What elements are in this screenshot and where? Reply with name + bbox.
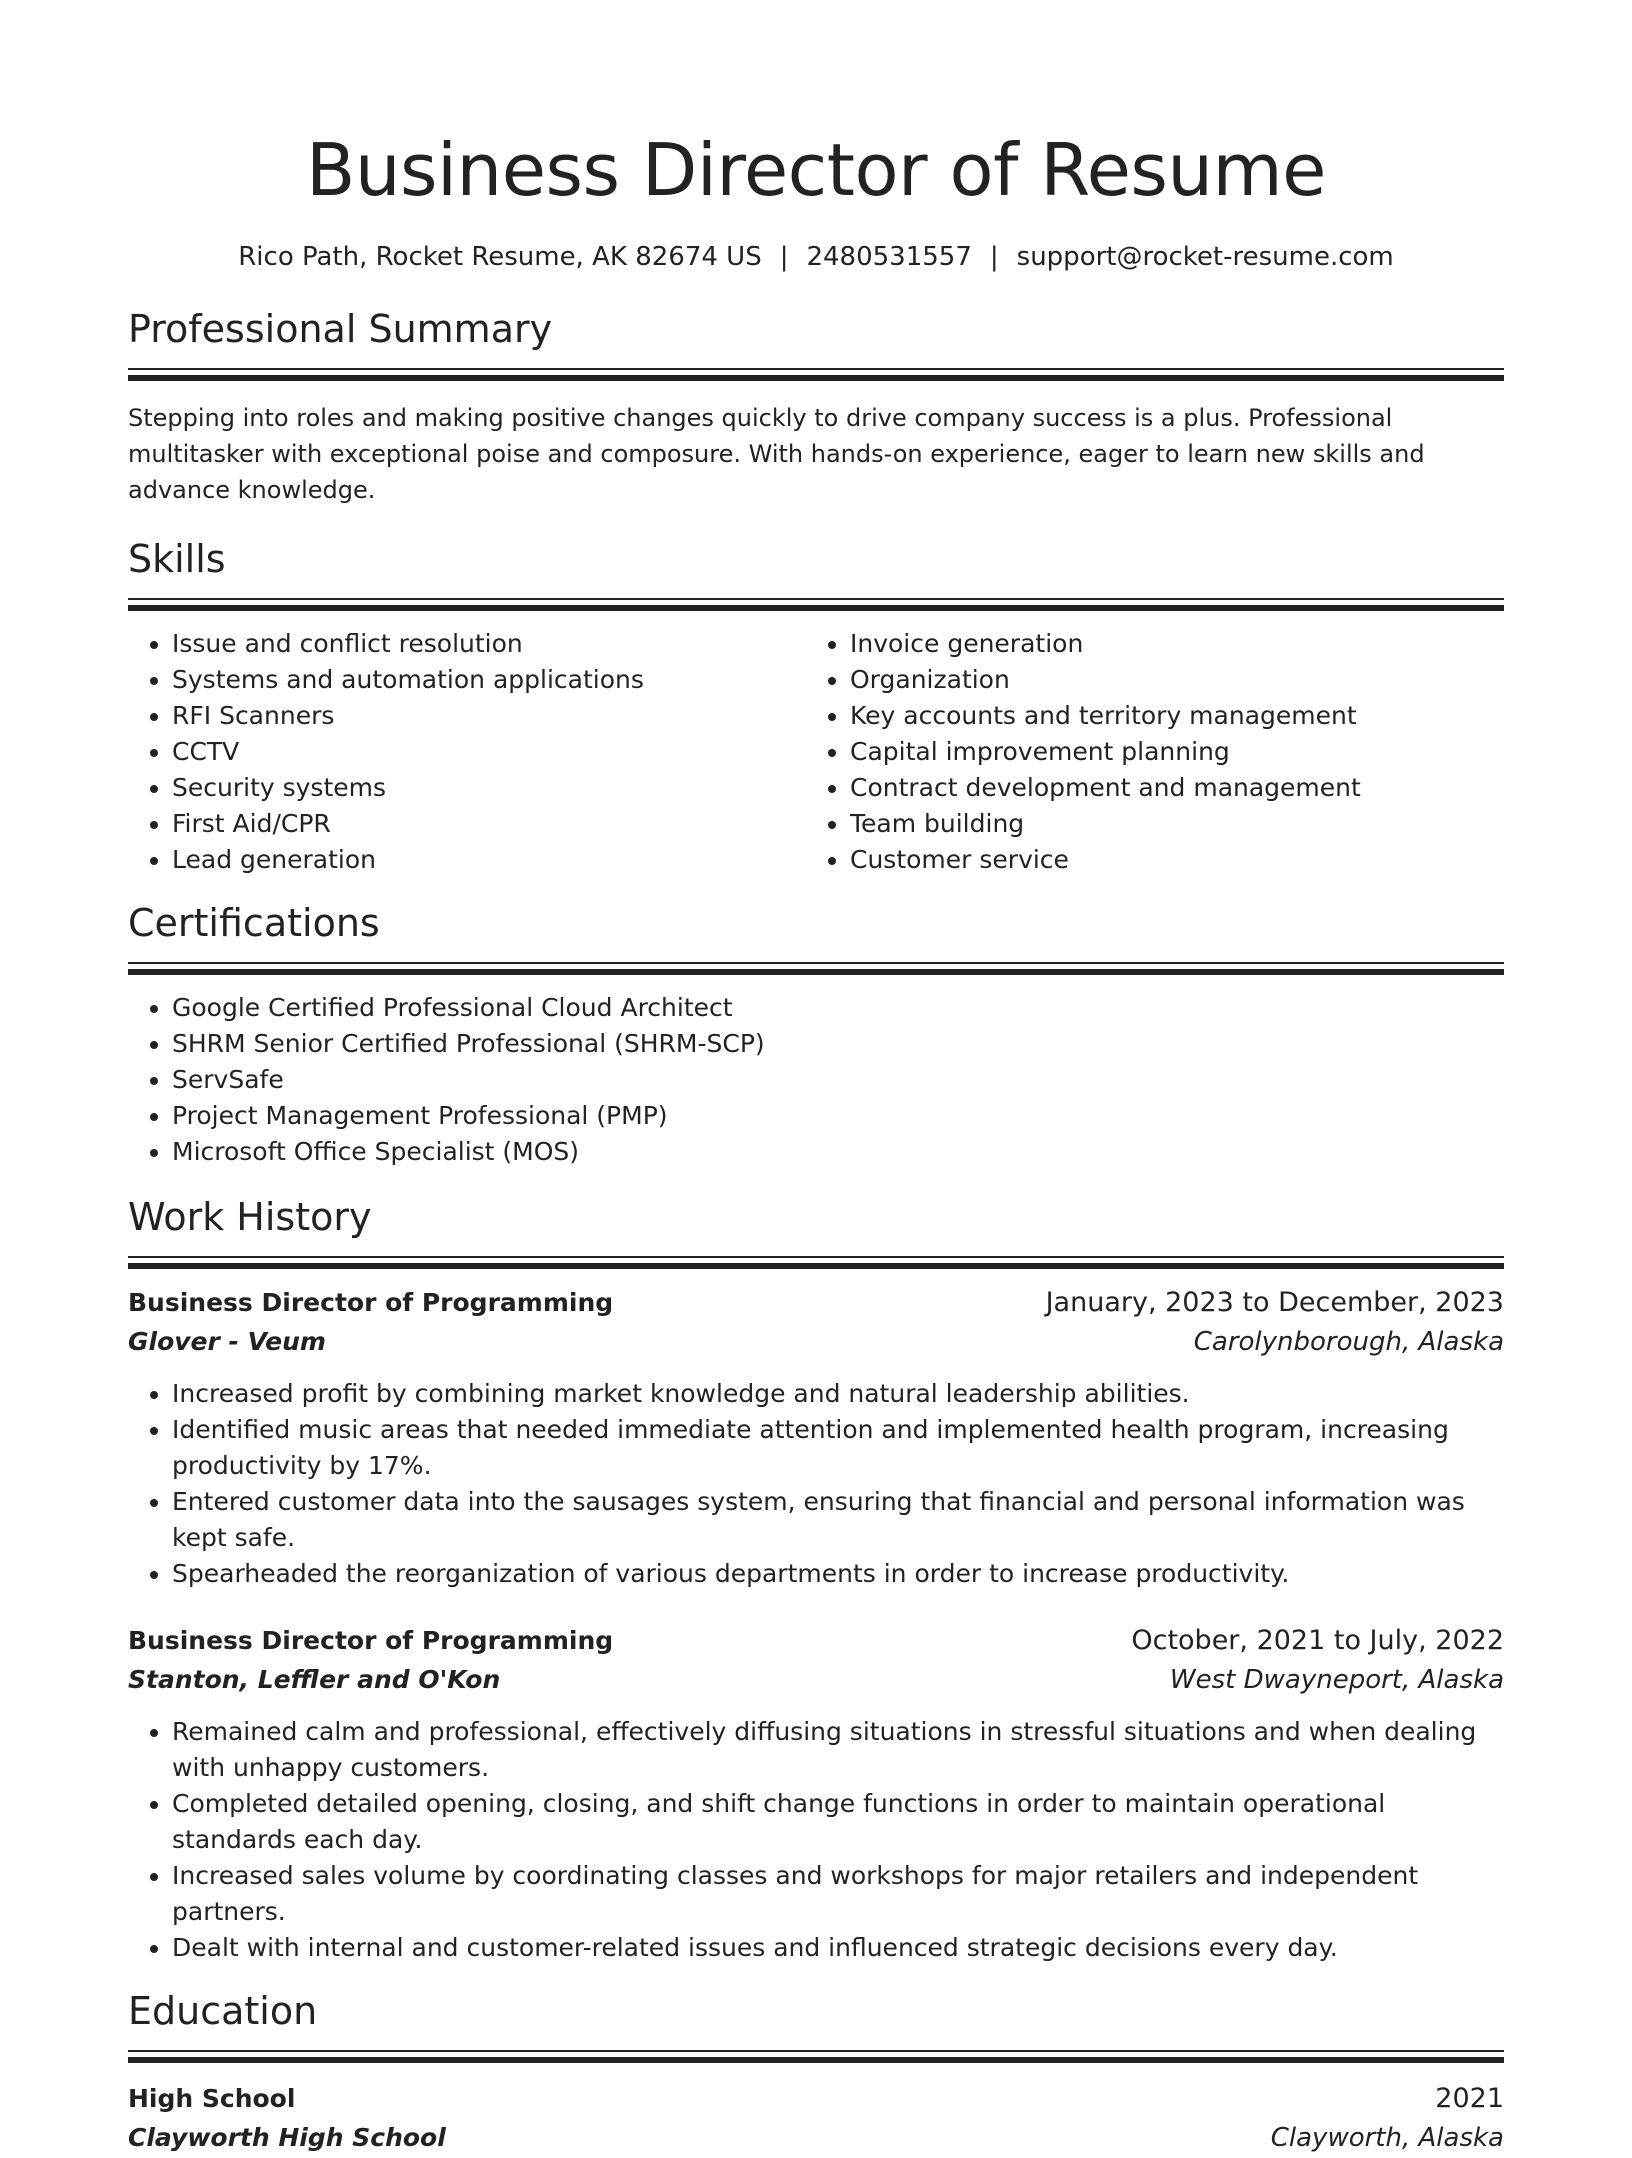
education-school-row <box>128 2118 1504 2158</box>
section-divider <box>128 1256 1504 1268</box>
list-item: • RFI Scanners <box>172 698 806 734</box>
contact-separator: | <box>779 242 789 272</box>
resume-title: Business Director of Resume <box>306 128 1326 212</box>
contact-separator: | <box>989 242 999 272</box>
skills-section <box>128 534 1504 878</box>
education-location: Clayworth, Alaska <box>1270 2123 1504 2153</box>
list-item: • ServSafe <box>172 1062 1504 1098</box>
section-heading-skills: Skills <box>128 537 226 581</box>
job-location: West Dwayneport, Alaska <box>1169 1665 1504 1695</box>
list-item: • Project Management Professional (PMP) <box>172 1098 1504 1134</box>
list-item: • CCTV <box>172 734 806 770</box>
job-entry <box>128 1622 1504 1966</box>
section-heading-education: Education <box>128 1989 318 2033</box>
summary-text: Stepping into roles and making positive changes quickly to drive company success is a plus. Professional multitasker with exceptional poise and composure. With hands-on experience, eager to learn new skills and advance knowledge. <box>128 404 1425 504</box>
list-item: • SHRM Senior Certified Professional (SHRM-SCP) <box>172 1026 1504 1062</box>
education-year: 2021 <box>1435 2083 1504 2114</box>
contact-address: Rico Path, Rocket Resume, AK 82674 US <box>238 242 762 272</box>
section-divider <box>128 2050 1504 2062</box>
contact-line <box>128 240 1504 274</box>
job-bullets <box>128 1714 1504 1966</box>
list-item: • Increased sales volume by coordinating classes and workshops for major retailers and independent partners. <box>172 1858 1504 1930</box>
education-entry <box>128 2080 1504 2158</box>
list-item: • Contract development and management <box>850 770 1484 806</box>
job-bullets <box>128 1376 1504 1592</box>
certifications-list <box>128 990 1504 1170</box>
job-company: Stanton, Leffler and O'Kon <box>128 1665 501 1694</box>
list-item: • Customer service <box>850 842 1484 878</box>
job-company-row <box>128 1322 1504 1362</box>
section-heading-summary: Professional Summary <box>128 307 553 351</box>
list-item: • First Aid/CPR <box>172 806 806 842</box>
job-header-row <box>128 1622 1504 1660</box>
skills-list-right <box>806 626 1484 878</box>
section-heading-work-history: Work History <box>128 1195 372 1239</box>
summary-section <box>128 304 1504 508</box>
list-item: • Spearheaded the reorganization of various departments in order to increase productivity. <box>172 1556 1504 1592</box>
contact-phone: 2480531557 <box>806 242 972 272</box>
list-item: • Issue and conflict resolution <box>172 626 806 662</box>
education-section <box>128 1986 1504 2158</box>
list-item: • Microsoft Office Specialist (MOS) <box>172 1134 1504 1170</box>
job-company: Glover - Veum <box>128 1327 326 1356</box>
list-item: • Identified music areas that needed immediate attention and implemented health program, increasing productivity by 17%. <box>172 1412 1504 1484</box>
list-item: • Remained calm and professional, effectively diffusing situations in stressful situations and when dealing with unhappy customers. <box>172 1714 1504 1786</box>
section-divider <box>128 598 1504 610</box>
education-header-row <box>128 2080 1504 2118</box>
education-school: Clayworth High School <box>128 2123 446 2152</box>
section-divider <box>128 368 1504 380</box>
list-item: • Google Certified Professional Cloud Architect <box>172 990 1504 1026</box>
certifications-section <box>128 898 1504 1170</box>
section-divider <box>128 962 1504 974</box>
list-item: • Dealt with internal and customer-related issues and influenced strategic decisions every day. <box>172 1930 1504 1966</box>
job-entry <box>128 1284 1504 1592</box>
list-item: • Security systems <box>172 770 806 806</box>
list-item: • Systems and automation applications <box>172 662 806 698</box>
skills-column-left <box>128 626 806 878</box>
education-degree: High School <box>128 2084 296 2113</box>
work-history-section <box>128 1192 1504 1966</box>
job-title: Business Director of Programming <box>128 1288 614 1317</box>
skills-grid <box>128 626 1504 878</box>
resume-page <box>128 0 1504 2158</box>
skills-list-left <box>128 626 806 878</box>
job-title: Business Director of Programming <box>128 1626 614 1655</box>
section-heading-certifications: Certifications <box>128 901 380 945</box>
list-item: • Invoice generation <box>850 626 1484 662</box>
list-item: • Capital improvement planning <box>850 734 1484 770</box>
job-location: Carolynborough, Alaska <box>1193 1327 1504 1357</box>
list-item: • Team building <box>850 806 1484 842</box>
list-item: • Entered customer data into the sausages system, ensuring that financial and personal information was kept safe. <box>172 1484 1504 1556</box>
list-item: • Completed detailed opening, closing, and shift change functions in order to maintain operational standards each day. <box>172 1786 1504 1858</box>
job-company-row <box>128 1660 1504 1700</box>
skills-column-right <box>806 626 1484 878</box>
list-item: • Lead generation <box>172 842 806 878</box>
job-dates: October, 2021 to July, 2022 <box>1131 1625 1504 1656</box>
job-header-row <box>128 1284 1504 1322</box>
list-item: • Organization <box>850 662 1484 698</box>
contact-email: support@rocket-resume.com <box>1016 242 1394 272</box>
list-item: • Increased profit by combining market knowledge and natural leadership abilities. <box>172 1376 1504 1412</box>
list-item: • Key accounts and territory management <box>850 698 1484 734</box>
job-dates: January, 2023 to December, 2023 <box>1045 1287 1504 1318</box>
